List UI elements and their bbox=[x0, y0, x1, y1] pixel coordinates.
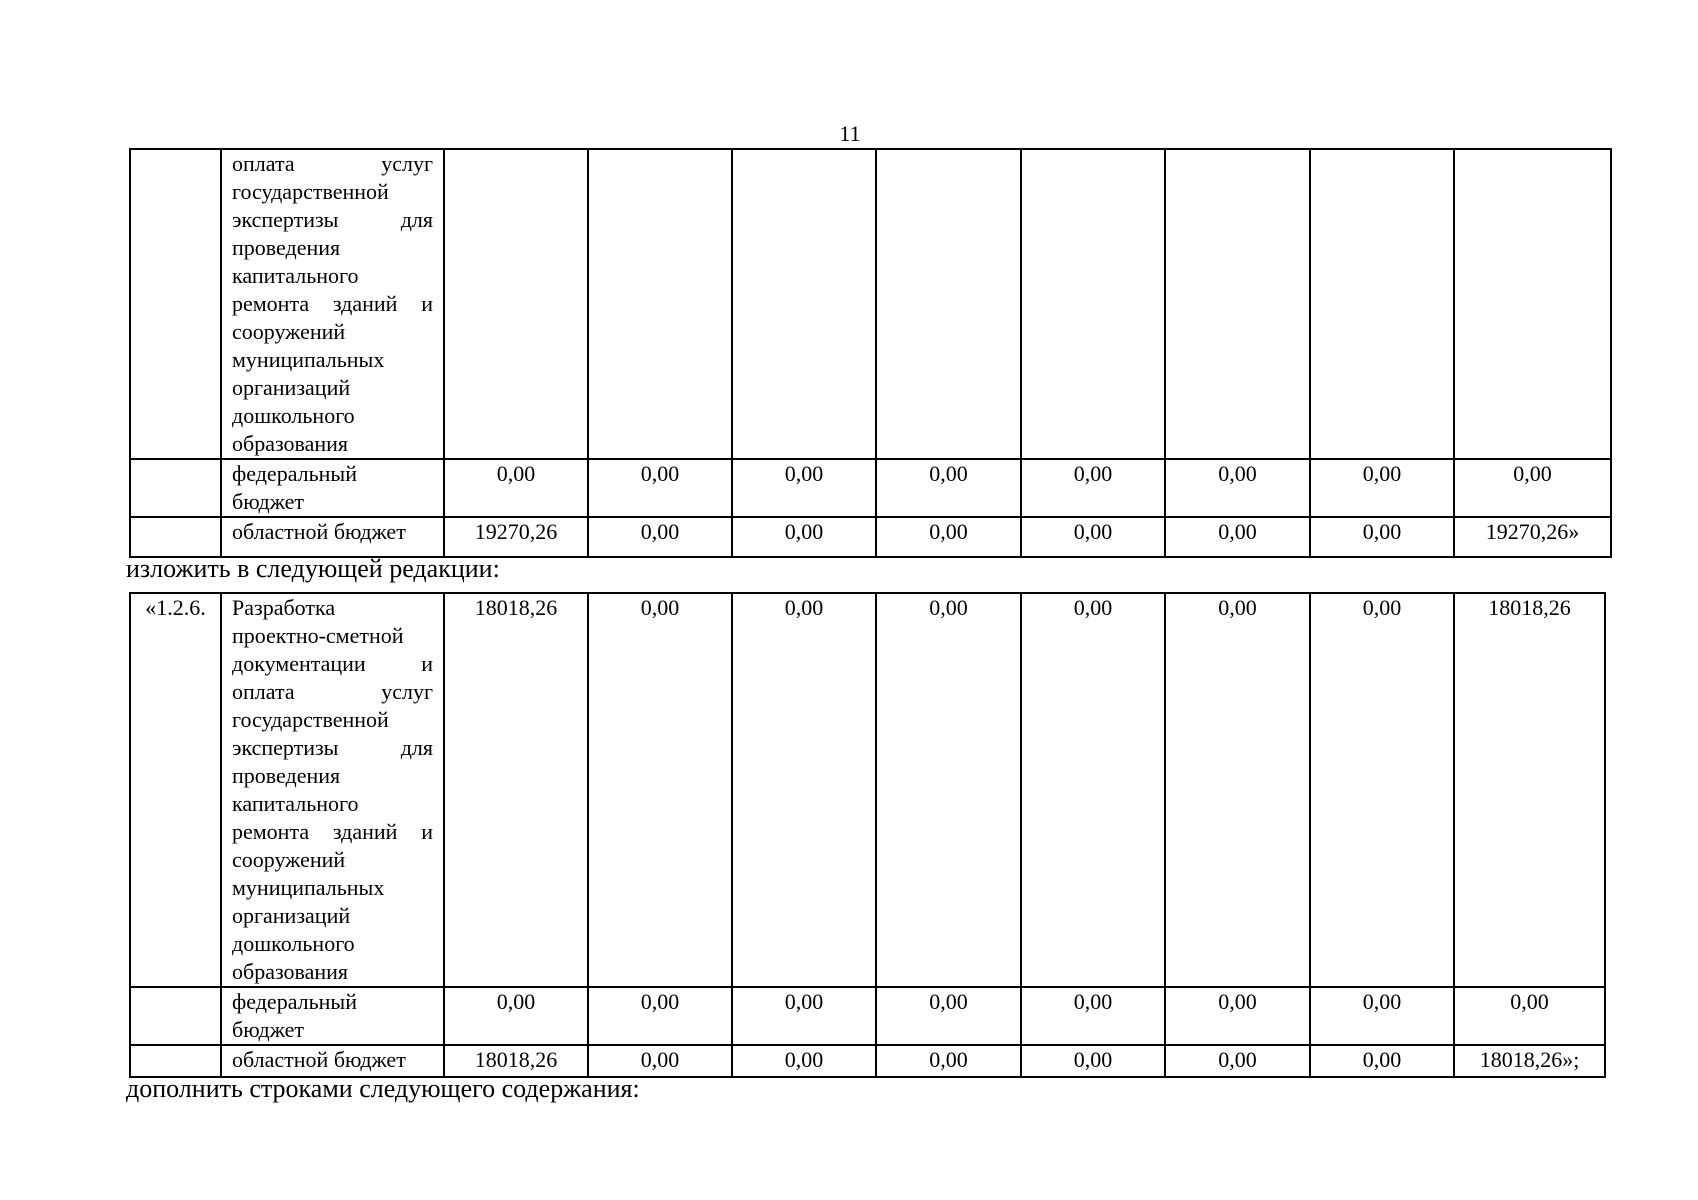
description-line: организаций bbox=[232, 375, 351, 400]
page-number: 11 bbox=[839, 121, 861, 146]
value-cell: 0,00 bbox=[732, 593, 876, 987]
value-cell: 18018,26 bbox=[444, 593, 588, 987]
description-line: оплата услуг bbox=[232, 151, 433, 176]
description-line: дошкольного bbox=[232, 931, 355, 956]
description-line: организаций bbox=[232, 903, 351, 928]
description-line: ремонта зданий и bbox=[232, 291, 433, 316]
description-line: образования bbox=[232, 431, 349, 456]
item-description-cell bbox=[221, 149, 444, 459]
item-description-cell bbox=[221, 593, 444, 987]
value-cell: 0,00 bbox=[1165, 1045, 1310, 1077]
value-cell: 19270,26 bbox=[444, 517, 588, 557]
value-cell bbox=[1165, 149, 1310, 459]
value-cell: 0,00 bbox=[1310, 517, 1454, 557]
value-cell: 0,00 bbox=[1021, 987, 1165, 1045]
description-line: государственной bbox=[232, 707, 389, 732]
value-cell: 0,00 bbox=[732, 459, 876, 517]
description-line: муниципальных bbox=[232, 875, 385, 900]
value-cell: 0,00 bbox=[732, 1045, 876, 1077]
value-cell bbox=[1021, 149, 1165, 459]
budget-table-amended bbox=[129, 592, 1606, 1078]
table-row bbox=[130, 149, 1611, 459]
value-cell bbox=[876, 149, 1021, 459]
value-cell bbox=[732, 149, 876, 459]
value-cell: 0,00 bbox=[876, 1045, 1021, 1077]
description-line: капитального bbox=[232, 263, 359, 288]
budget-label-line: федеральный bbox=[232, 989, 357, 1014]
empty-cell bbox=[130, 517, 221, 557]
value-cell: 0,00 bbox=[588, 1045, 732, 1077]
budget-label-line: бюджет bbox=[232, 1017, 304, 1042]
value-cell: 18018,26»; bbox=[1454, 1045, 1605, 1077]
instruction-paragraph: изложить в следующей редакции: bbox=[126, 554, 500, 583]
value-cell bbox=[444, 149, 588, 459]
value-cell: 0,00 bbox=[1310, 1045, 1454, 1077]
budget-label-line: федеральный bbox=[232, 461, 357, 486]
value-cell: 19270,26» bbox=[1454, 517, 1611, 557]
instruction-paragraph: дополнить строками следующего содержания: bbox=[126, 1074, 640, 1103]
table-row bbox=[130, 517, 1611, 557]
value-cell: 0,00 bbox=[1021, 459, 1165, 517]
value-cell bbox=[1310, 149, 1454, 459]
value-cell: 0,00 bbox=[732, 517, 876, 557]
value-cell: 0,00 bbox=[588, 517, 732, 557]
value-cell: 0,00 bbox=[876, 987, 1021, 1045]
value-cell bbox=[588, 149, 732, 459]
description-line: проведения bbox=[232, 235, 341, 260]
budget-label-cell bbox=[221, 517, 444, 557]
table-row bbox=[130, 987, 1605, 1045]
budget-table-current bbox=[129, 148, 1612, 558]
budget-label-cell bbox=[221, 987, 444, 1045]
value-cell: 0,00 bbox=[588, 987, 732, 1045]
item-number-cell bbox=[130, 149, 221, 459]
budget-label-cell bbox=[221, 1045, 444, 1077]
description-line: экспертизы для bbox=[232, 207, 433, 232]
value-cell bbox=[1454, 149, 1611, 459]
description-line: капитального bbox=[232, 791, 359, 816]
table-row bbox=[130, 1045, 1605, 1077]
description-line: экспертизы для bbox=[232, 735, 433, 760]
value-cell: 0,00 bbox=[876, 517, 1021, 557]
description-line: ремонта зданий и bbox=[232, 819, 433, 844]
value-cell: 0,00 bbox=[444, 987, 588, 1045]
item-number-cell: «1.2.6. bbox=[130, 593, 221, 987]
description-line: проектно-сметной bbox=[232, 623, 404, 648]
description-line: проведения bbox=[232, 763, 341, 788]
value-cell: 0,00 bbox=[1165, 517, 1310, 557]
value-cell: 0,00 bbox=[876, 459, 1021, 517]
value-cell: 18018,26 bbox=[1454, 593, 1605, 987]
description-line: дошкольного bbox=[232, 403, 355, 428]
value-cell: 0,00 bbox=[1165, 459, 1310, 517]
description-line: государственной bbox=[232, 179, 389, 204]
value-cell: 0,00 bbox=[1454, 459, 1611, 517]
description-line: сооружений bbox=[232, 847, 346, 872]
description-line: документации и bbox=[232, 651, 433, 676]
empty-cell bbox=[130, 987, 221, 1045]
budget-label-line: областной бюджет bbox=[232, 519, 406, 544]
value-cell: 0,00 bbox=[1021, 1045, 1165, 1077]
value-cell: 0,00 bbox=[588, 459, 732, 517]
value-cell: 0,00 bbox=[876, 593, 1021, 987]
value-cell: 0,00 bbox=[1021, 593, 1165, 987]
description-line: оплата услуг bbox=[232, 679, 433, 704]
value-cell: 0,00 bbox=[1454, 987, 1605, 1045]
value-cell: 0,00 bbox=[588, 593, 732, 987]
value-cell: 0,00 bbox=[1165, 593, 1310, 987]
budget-label-line: бюджет bbox=[232, 489, 304, 514]
table-row bbox=[130, 593, 1605, 987]
budget-label-line: областной бюджет bbox=[232, 1047, 406, 1072]
description-line: образования bbox=[232, 959, 349, 984]
description-line: Разработка bbox=[232, 595, 336, 620]
value-cell: 0,00 bbox=[1310, 459, 1454, 517]
empty-cell bbox=[130, 459, 221, 517]
value-cell: 0,00 bbox=[1310, 593, 1454, 987]
empty-cell bbox=[130, 1045, 221, 1077]
table-row bbox=[130, 459, 1611, 517]
value-cell: 0,00 bbox=[1310, 987, 1454, 1045]
value-cell: 0,00 bbox=[732, 987, 876, 1045]
value-cell: 0,00 bbox=[1165, 987, 1310, 1045]
budget-label-cell bbox=[221, 459, 444, 517]
description-line: сооружений bbox=[232, 319, 346, 344]
value-cell: 18018,26 bbox=[444, 1045, 588, 1077]
value-cell: 0,00 bbox=[444, 459, 588, 517]
value-cell: 0,00 bbox=[1021, 517, 1165, 557]
description-line: муниципальных bbox=[232, 347, 385, 372]
